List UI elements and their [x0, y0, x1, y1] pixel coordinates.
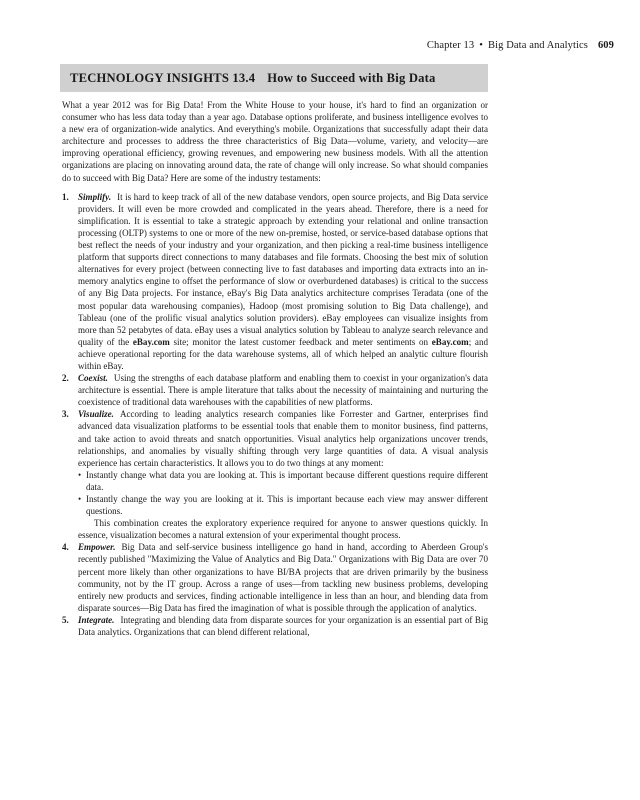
bullet-list	[78, 469, 488, 517]
item-text: It is hard to keep track of all of the new database vendors, open source projects, and Big Data service providers. It will even be more crowded and complicated in the years ahead. Therefore, there is a need for simplification. It is essential to take a strategic approach by extending your relational and online transaction processing (OLTP) systems to one or more of the new on-premise, hosted, or service-based database options that best reflect the needs of your industry and your organization, and then picking a real-time business intelligence platform that supports direct connections to many databases and file formats. Choosing the best mix of solution alternatives for every project (between connecting live to fast databases and importing data extracts into an in-memory analytics engine to offset the performance of slow or overburdened databases) is critical to the success of any Big Data projects. For instance, eBay's Big Data analytics architecture comprises Teradata (one of the most popular data warehousing companies), Hadoop (most promising solution to Big Data challenge), and Tableau (one of the prolific visual analytics solution providers). eBay employees can visualize insights from more than 52 petabytes of data. eBay uses a visual analytics solution by Tableau to analyze search relevance and quality of the	[78, 191, 488, 347]
item-text: Big Data and self-service business intelligence go hand in hand, according to Aberdeen Group's recently published "Maximizing the Value of Analytics and Big Data." Organizations with Big Data are over 70 percent more likely than other organizations to have BI/BA projects that are driven primarily by the business community, not by the IT group. Across a range of uses—from tackling new business problems, developing entirely new products and services, finding actionable intelligence in less than an hour, and blending data from disparate sources—Big Data has fired the imagination of what is possible through the application of analytics.	[78, 542, 488, 613]
item-text: Integrating and blending data from disparate sources for your organization is an essential part of Big Data analytics. Organizations that can blend different relational,	[78, 614, 488, 638]
ebay-link: eBay.com	[132, 336, 170, 347]
list-item	[62, 614, 488, 638]
item-text: Using the strengths of each database platform and enabling them to coexist in your organization's data architecture is essential. There is ample literature that talks about the necessity of maintaining and nurturing the coexistence of traditional data warehouses with the capabilities of new platforms.	[78, 373, 488, 408]
header-separator: •	[479, 40, 484, 51]
list-item	[62, 191, 488, 372]
chapter-label: Chapter 13	[426, 40, 475, 51]
item-number: 4.	[62, 542, 69, 553]
list-item	[62, 372, 488, 408]
item-number: 1.	[62, 191, 69, 202]
insight-box-title	[60, 64, 488, 92]
list-item	[62, 541, 488, 614]
bullet-icon: •	[78, 494, 82, 504]
item-term: Visualize.	[78, 409, 114, 420]
item-term: Empower.	[78, 542, 116, 553]
bullet-icon: •	[78, 469, 82, 480]
bullet-item	[78, 493, 488, 517]
item-text: According to leading analytics research companies like Forrester and Gartner, enterprises find advanced data visualization platforms to be essential tools that enable them to monitor business, find patterns, and take action to avoid threats and snatch opportunities. Visual analytics help organizations uncover trends, relationships, and anomalies by visually shifting through very large quantities of data. A visual analysis experience has certain characteristics. It allows you to do two things at any moment:	[78, 409, 488, 468]
item-number: 5.	[62, 614, 69, 625]
item-term: Integrate.	[78, 614, 115, 625]
item-text-end: ; and achieve operational reporting for the data warehouse systems, all of which helped an analytic culture flourish within eBay.	[78, 336, 488, 371]
item-term: Simplify.	[78, 191, 112, 202]
bullet-text: Instantly change what data you are looking at. This is important because different questions require different data.	[86, 469, 488, 492]
running-header	[427, 40, 614, 51]
bullet-text: Instantly change the way you are looking at it. This is important because each view may answer different questions.	[86, 494, 488, 517]
list-item	[62, 408, 488, 541]
article-body	[62, 99, 488, 638]
insight-box-label: TECHNOLOGY INSIGHTS 13.4	[70, 70, 256, 85]
success-list	[62, 191, 488, 638]
section-title: Big Data and Analytics	[488, 40, 588, 51]
page-number: 609	[597, 40, 614, 51]
bullet-item	[78, 469, 488, 493]
insight-box-heading: How to Succeed with Big Data	[267, 70, 436, 85]
item-term: Coexist.	[78, 373, 108, 384]
intro-paragraph: What a year 2012 was for Big Data! From the White House to your house, it's hard to find an organization or consumer who has less data today than a year ago. Database options proliferate, and business intelligence evolves to a new era of organization-wide analytics. And everything's mobile. Organizations that successfully adapt their data architecture and processes to address the three characteristics of Big Data—volume, variety, and velocity—are improving operational efficiency, growing revenues, and empowering new business models. With all the attention organizations are placing on innovating around data, the rate of change will only increase. So what should companies do to succeed with Big Data? Here are some of the industry testaments:	[62, 100, 488, 183]
item-followup: This combination creates the exploratory experience required for anyone to answer questions quickly. In essence, visualization becomes a natural extension of your experimental thought process.	[78, 518, 488, 541]
item-text-continued: site; monitor the latest customer feedback and meter sentiments on	[173, 336, 429, 347]
item-number: 2.	[62, 373, 69, 384]
item-number: 3.	[62, 409, 69, 420]
ebay-link: eBay.com	[431, 336, 469, 347]
